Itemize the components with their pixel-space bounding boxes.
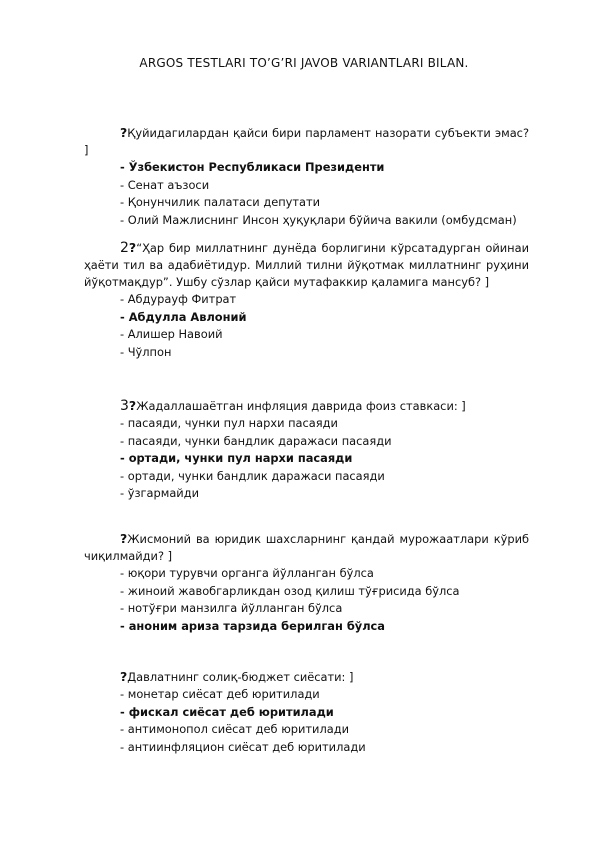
question-number: 2	[120, 240, 129, 256]
answer-option: - Сенат аъзоси	[120, 177, 210, 192]
question-text	[84, 397, 529, 415]
answer-options	[84, 415, 529, 503]
answer-option: - Алишер Навоий	[120, 327, 223, 341]
document-title: ARGOS TESTLARI TO’G’RI JAVOB VARIANTLARI BILAN.	[139, 56, 469, 70]
answer-option: - пасаяди, чунки бандлик даражаси пасаяди	[120, 433, 392, 448]
question-text	[84, 668, 529, 686]
answer-options	[84, 291, 529, 361]
question-number: 3	[120, 398, 129, 414]
question-prompt: Жисмоний ва юридик шахсларнинг қандай мурожаатлари кўриб чиқилмайди? ]	[84, 532, 529, 563]
question-prompt: Давлатнинг солиқ-бюджет сиёсати: ]	[127, 670, 354, 684]
question-block	[84, 397, 529, 503]
answer-option: - ўзгармайди	[120, 486, 199, 500]
question-block	[84, 668, 529, 756]
correct-answer-option: - Ўзбекистон Республикаси Президенти	[120, 160, 385, 174]
question-text	[84, 239, 529, 291]
correct-answer-option: - Абдулла Авлоний	[120, 309, 247, 324]
answer-option: - Қонунчилик палатаси депутати	[120, 195, 321, 209]
answer-option: - антимонопол сиёсат деб юритилади	[120, 722, 349, 736]
question-mark: ?	[120, 531, 128, 546]
question-mark: ?	[128, 240, 137, 255]
answer-options	[84, 565, 529, 635]
correct-answer-option: - фискал сиёсат деб юритилади	[120, 704, 334, 719]
question-mark: ?	[128, 398, 137, 413]
question-mark: ?	[120, 125, 128, 140]
answer-option: - Олий Мажлиснинг Инсон ҳуқуқлари бўйича вакили (омбудсман)	[120, 212, 517, 227]
answer-option: - жиноий жавобгарликдан озод қилиш тўғрисида бўлса	[120, 583, 460, 598]
question-prompt: Қуйидагилардан қайси бири парламент назорати субъекти эмас? ]	[84, 126, 529, 157]
answer-option: - нотўғри манзилга йўлланган бўлса	[120, 601, 343, 615]
question-prompt: Жадаллашаётган инфляция даврида фоиз ставкаси: ]	[136, 399, 466, 413]
answer-option: - Чўлпон	[120, 344, 172, 359]
question-block	[84, 239, 529, 361]
answer-option: - ортади, чунки бандлик даражаси пасаяди	[120, 468, 385, 483]
answer-option: - антиинфляцион сиёсат деб юритилади	[120, 739, 366, 754]
answer-option: - монетар сиёсат деб юритилади	[120, 687, 320, 701]
question-block	[84, 530, 529, 635]
question-text	[84, 530, 529, 565]
answer-option: - Абдурауф Фитрат	[120, 292, 237, 306]
question-block	[84, 124, 529, 229]
answer-options	[84, 159, 529, 229]
answer-option: - пасаяди, чунки пул нархи пасаяди	[120, 416, 338, 430]
answer-options	[84, 686, 529, 756]
correct-answer-option: - аноним ариза тарзида берилган бўлса	[120, 618, 385, 633]
question-text	[84, 124, 529, 159]
correct-answer-option: - ортади, чунки пул нархи пасаяди	[120, 451, 353, 465]
answer-option: - юқори турувчи органга йўлланган бўлса	[120, 566, 374, 580]
question-prompt: “Ҳар бир миллатнинг дунёда борлигини кўрсатадурган ойинаи ҳаёти тил ва адабиётидур. Миллий тилни йўқотмак миллатнинг руҳини йўқотмақдур”. Ушбу сўзлар қайси мутафаккир қаламига мансуб? ]	[84, 241, 529, 289]
question-mark: ?	[120, 669, 128, 684]
